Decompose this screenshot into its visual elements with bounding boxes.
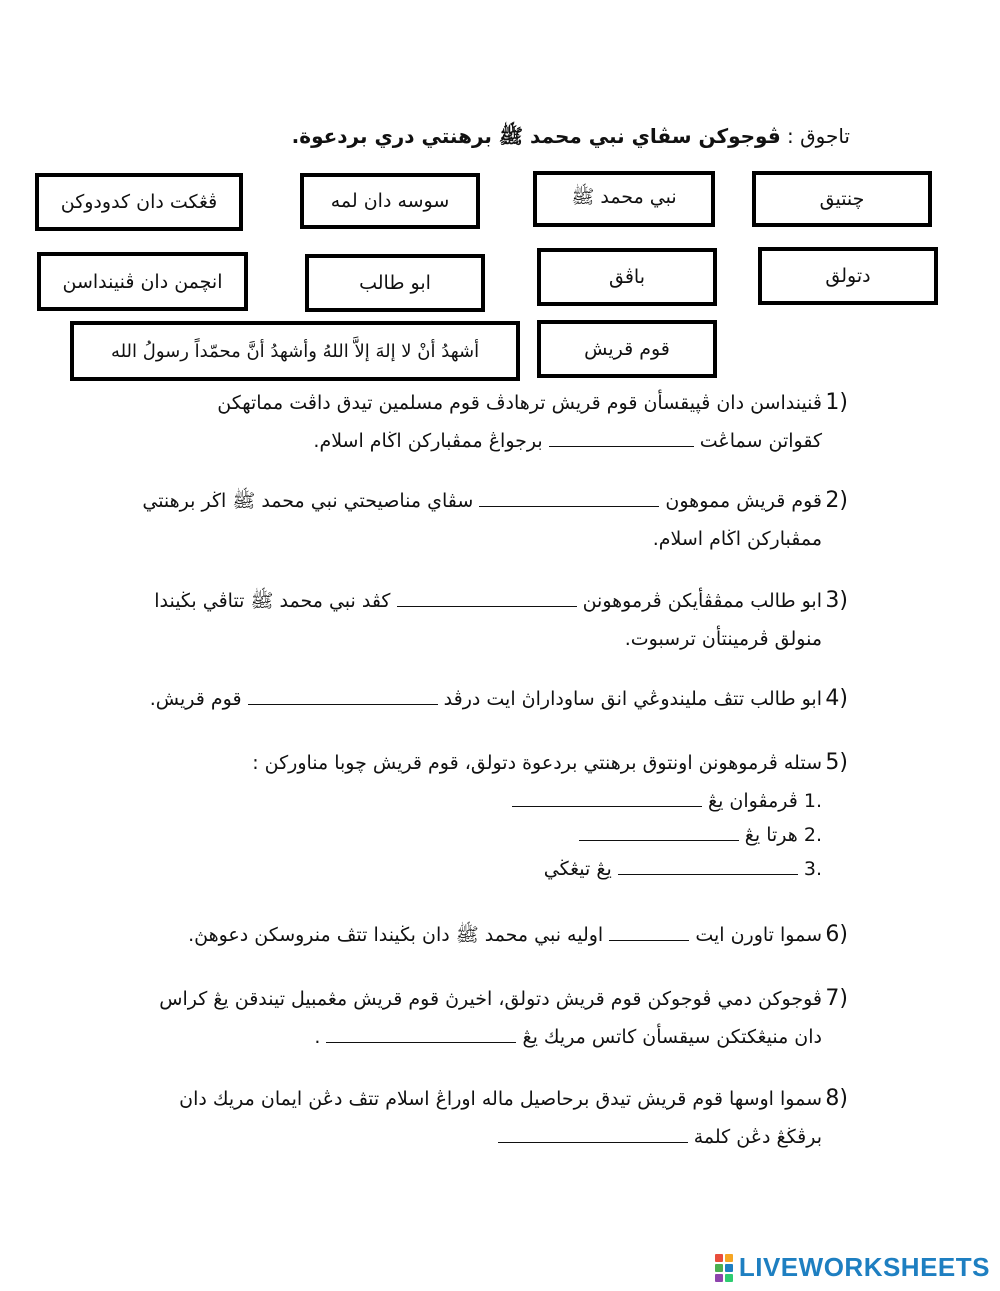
word-bank-item-7[interactable]: ابو طالب [305, 254, 485, 312]
question-4-line-1: ابو طالب تتڤ مليندوڠي انق ساوداراڽ ايت درڤد قوم قريش. [122, 680, 822, 718]
word-bank-item-4[interactable]: ڤڠكت دان كدودوكن [35, 173, 243, 231]
question-7-line-2: دان منيڠكتكن سيقسأن كاتس مريك يڠ . [122, 1018, 822, 1056]
question-8-number: 8) [825, 1086, 848, 1111]
answer-blank-7[interactable] [326, 1022, 516, 1043]
word-bank-item-10[interactable]: أشهدُ أنْ لا إلهَ إلاَّ اللهُ وأشهدُ أنَّ محمّداً رسولُ الله [70, 321, 520, 381]
instruction-text: ڤوجوكن سڤاي نبي محمد ﷺ برهنتي دري بردعوة. [291, 124, 781, 148]
question-2-number: 2) [825, 488, 848, 513]
word-bank-item-3[interactable]: سوسه دان لمه [300, 173, 480, 229]
answer-blank-3[interactable] [397, 586, 577, 607]
question-5-option-2: 2. هرتا يڠ [422, 818, 822, 852]
answer-blank-2[interactable] [479, 486, 659, 507]
question-3-number: 3) [825, 588, 848, 613]
question-1-line-1: ڤنينداسن دان ڤپيقسأن قوم قريش ترهادڤ قوم مسلمين تيدق داڤت مماتهكن [217, 392, 822, 414]
word-bank-item-5[interactable]: دتولق [758, 247, 938, 305]
answer-blank-4[interactable] [248, 684, 438, 705]
question-6-number: 6) [825, 922, 848, 947]
question-3-line-1: ابو طالب ممڤڤأيكن ڤرموهونن كڤد نبي محمد ﷺ تتاڤي بڬيندا [122, 582, 822, 620]
question-2-line-2: ممڤباركن اڬام اسلام. [652, 528, 822, 550]
answer-blank-5a[interactable] [512, 786, 702, 807]
question-1-line-2: كقواتن سماڠت برجواڠ ممڤباركن اڬام اسلام. [122, 422, 822, 460]
liveworksheets-logo-icon [715, 1254, 733, 1282]
question-5-option-1: 1. ڤرمڤوان يڠ [422, 784, 822, 818]
instruction [290, 118, 850, 154]
question-8-line-1: سموا اوسها قوم قريش تيدق برحاصيل ماله اوراڠ اسلام تتڤ دڠن ايمان مريك دان [179, 1088, 822, 1110]
question-1-number: 1) [825, 390, 848, 415]
answer-blank-5b[interactable] [579, 820, 739, 841]
word-bank-item-9[interactable]: قوم قريش [537, 320, 717, 378]
liveworksheets-logo-text: LIVEWORKSHEETS [738, 1252, 990, 1282]
answer-blank-5c[interactable] [618, 854, 798, 875]
word-bank-item-1[interactable]: چنتيق [752, 171, 932, 227]
question-8-line-2: برڤڬڠ دڠن كلمة [122, 1118, 822, 1156]
answer-blank-1[interactable] [549, 426, 694, 447]
question-3-line-2: منولق ڤرمينتأن ترسبوت. [624, 628, 822, 650]
liveworksheets-logo[interactable] [715, 1252, 990, 1283]
question-7-number: 7) [825, 986, 848, 1011]
question-4-number: 4) [825, 686, 848, 711]
word-bank-item-2[interactable]: نبي محمد ﷺ [533, 171, 715, 227]
question-5-line-1: ستله ڤرموهونن اونتوق برهنتي بردعوة دتولق، قوم قريش چوبا مناوركن : [252, 752, 822, 774]
question-7-line-1: ڤوجوكن دمي ڤوجوكن قوم قريش دتولق، اخيرڽ قوم قريش مڠمبيل تيندقن يڠ كراس [159, 988, 822, 1010]
question-2-line-1: قوم قريش مموهون سڤاي مناصيحتي نبي محمد ﷺ اڬر برهنتي [122, 482, 822, 520]
word-bank-item-8[interactable]: انچمن دان ڤنينداسن [37, 252, 248, 311]
instruction-label: تاجوق : [787, 124, 850, 148]
question-6-line-1: سموا تاورن ايت اوليه نبي محمد ﷺ دان بڬيندا تتڤ منروسكن دعوهڽ. [122, 916, 822, 954]
answer-blank-8[interactable] [498, 1122, 688, 1143]
question-5-option-3: 3. يڠ تيڠڬي [422, 852, 822, 886]
word-bank-item-6[interactable]: باڤق [537, 248, 717, 306]
answer-blank-6[interactable] [609, 920, 689, 941]
question-5-number: 5) [825, 750, 848, 775]
